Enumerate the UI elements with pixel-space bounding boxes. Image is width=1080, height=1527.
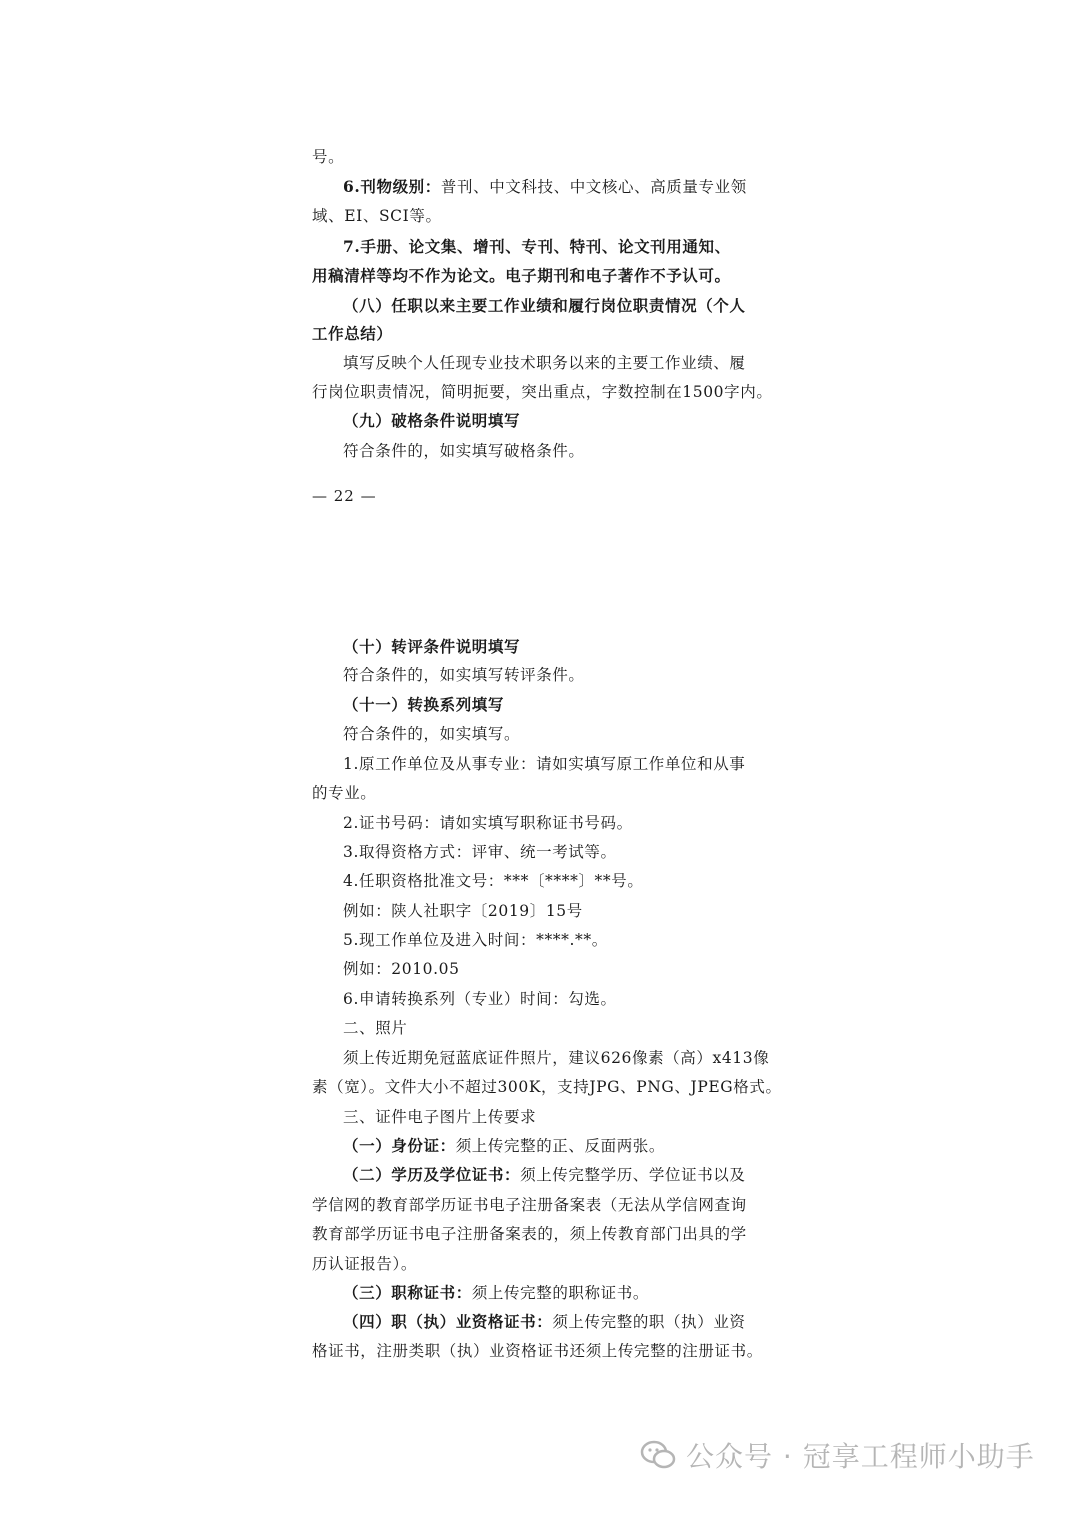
section-photo-title: 二、照片	[343, 1019, 408, 1037]
section-11-text: 符合条件的，如实填写。	[343, 725, 521, 743]
page-number: — 22 —	[312, 487, 377, 505]
id-card-text: 须上传完整的正、反面两张。	[455, 1137, 666, 1155]
list-item: 的专业。	[312, 784, 377, 802]
edu-cert-label: （二）学历及学位证书：	[343, 1165, 521, 1184]
text-line: 填写反映个人任现专业技术职务以来的主要工作业绩、履	[343, 354, 746, 372]
section-8-title: （八）任职以来主要工作业绩和履行岗位职责情况（个人	[343, 296, 746, 315]
edu-cert-text: 须上传完整学历、学位证书以及	[520, 1166, 746, 1184]
list-item: 1.原工作单位及从事专业：请如实填写原工作单位和从事	[343, 755, 746, 773]
edu-cert-text: 学信网的教育部学历证书电子注册备案表（无法从学信网查询	[312, 1196, 747, 1214]
section-10-title: （十）转评条件说明填写	[343, 637, 521, 656]
qual-cert-item	[343, 1311, 803, 1333]
title-cert-item	[343, 1282, 803, 1304]
section-9-title: （九）破格条件说明填写	[343, 411, 521, 430]
list-item: 3.取得资格方式：评审、统一考试等。	[343, 843, 617, 861]
qual-cert-text: 格证书，注册类职（执）业资格证书还须上传完整的注册证书。	[312, 1342, 763, 1360]
edu-cert-text: 教育部学历证书电子注册备案表的，须上传教育部门出具的学	[312, 1225, 747, 1243]
list-item: 例如：陕人社职字〔2019〕15号	[343, 902, 583, 920]
qual-cert-label: （四）职（执）业资格证书：	[343, 1312, 553, 1331]
text-line: 符合条件的，如实填写破格条件。	[343, 442, 585, 460]
wechat-icon	[640, 1440, 676, 1470]
text-line: 工作总结）	[312, 324, 393, 343]
edu-cert-text: 历认证报告）。	[312, 1255, 417, 1273]
text-line: 用稿清样等均不作为论文。电子期刊和电子著作不予认可。	[312, 266, 731, 285]
list-item: 4.任职资格批准文号：***〔****〕**号。	[343, 872, 644, 890]
id-card-label: （一）身份证：	[343, 1136, 456, 1155]
item-7: 7.手册、论文集、增刊、专刊、特刊、论文刊用通知、	[343, 237, 731, 256]
list-item: 例如：2010.05	[343, 960, 460, 978]
id-card-item	[343, 1135, 803, 1157]
list-item: 2.证书号码：请如实填写职称证书号码。	[343, 814, 633, 832]
item-6-label: 6.刊物级别：	[343, 177, 441, 196]
text-line: 行岗位职责情况，简明扼要，突出重点，字数控制在1500字内。	[312, 383, 773, 401]
list-item: 5.现工作单位及进入时间：****.**。	[343, 931, 608, 949]
text-line: 域、EI、SCI等。	[312, 207, 442, 225]
section-10-text: 符合条件的，如实填写转评条件。	[343, 666, 585, 684]
item-6-text: 普刊、中文科技、中文核心、高质量专业领	[440, 178, 747, 196]
title-cert-label: （三）职称证书：	[343, 1283, 472, 1302]
item-6	[343, 176, 803, 198]
list-item: 6.申请转换系列（专业）时间：勾选。	[343, 990, 617, 1008]
edu-cert-item	[343, 1164, 803, 1186]
section-11-title: （十一）转换系列填写	[343, 695, 505, 714]
title-cert-text: 须上传完整的职称证书。	[471, 1284, 649, 1302]
qual-cert-text: 须上传完整的职（执）业资	[552, 1313, 746, 1331]
photo-text: 素（宽）。文件大小不超过300K，支持JPG、PNG、JPEG格式。	[312, 1078, 782, 1096]
section-cert-title: 三、证件电子图片上传要求	[343, 1108, 537, 1126]
watermark-text: 公众号 · 冠享工程师小助手	[686, 1440, 1035, 1473]
text-line: 号。	[312, 148, 345, 166]
watermark	[640, 1435, 1035, 1475]
photo-text: 须上传近期免冠蓝底证件照片，建议626像素（高）x413像	[343, 1049, 770, 1067]
